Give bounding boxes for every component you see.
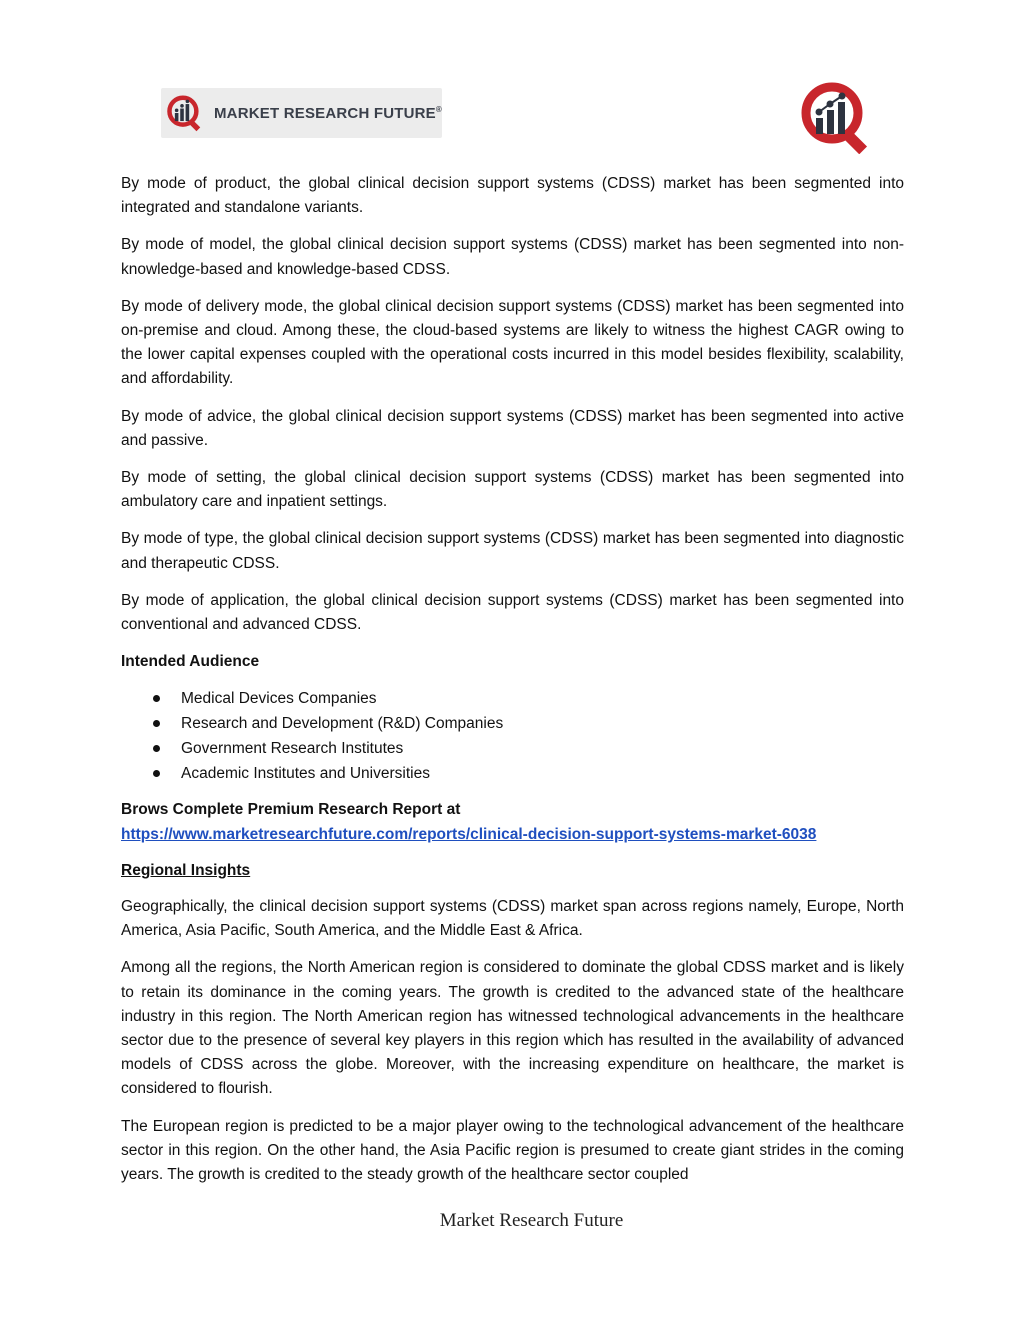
regional-heading: Regional Insights bbox=[121, 861, 251, 879]
list-item: Research and Development (R&D) Companies bbox=[121, 711, 904, 736]
logo-wordmark: MARKET RESEARCH FUTURE® bbox=[213, 104, 442, 122]
list-item: Government Research Institutes bbox=[121, 736, 904, 761]
report-link-label: Brows Complete Premium Research Report at bbox=[121, 801, 461, 819]
list-item: Medical Devices Companies bbox=[121, 686, 904, 711]
company-logo bbox=[161, 88, 442, 138]
regional-paragraph: Geographically, the clinical decision support systems (CDSS) market span across regions namely, Europe, North America, Asia Pacific, South America, and the Middle East & Africa. bbox=[121, 898, 904, 940]
segment-paragraph-product: By mode of product, the global clinical decision support systems (CDSS) market has been segmented into integrated and standalone variants. bbox=[121, 175, 904, 217]
page-header bbox=[161, 88, 911, 158]
regional-paragraph: Among all the regions, the North American region is considered to dominate the global CDSS market and is likely to retain its dominance in the coming years. The growth is credited to the advanced state of the healthcare industry in this region. The North American region has witnessed technological advancements in the healthcare sector due to the presence of several key players in this region which has resulted in the availability of advanced models of CDSS across the globe. Moreover, with the increasing expenditure on healthcare, the market is considered to flourish. bbox=[121, 959, 904, 1098]
segment-paragraph-type: By mode of type, the global clinical decision support systems (CDSS) market has been segmented into diagnostic and therapeutic CDSS. bbox=[121, 530, 904, 572]
report-link[interactable]: https://www.marketresearchfuture.com/reports/clinical-decision-support-systems-market-6038 bbox=[121, 825, 817, 843]
segment-paragraph-delivery: By mode of delivery mode, the global clinical decision support systems (CDSS) market has been segmented into on-premise and cloud. Among these, the cloud-based systems are likely to witness the highest CAGR owing to the lower capital expenses coupled with the operational costs incurred in this model besides flexibility, scalability, and affordability. bbox=[121, 297, 904, 388]
segment-paragraph-advice: By mode of advice, the global clinical decision support systems (CDSS) market has been segmented into active and passive. bbox=[121, 407, 904, 449]
segment-paragraph-model: By mode of model, the global clinical decision support systems (CDSS) market has been segmented into non-knowledge-based and knowledge-based CDSS. bbox=[121, 236, 904, 278]
list-item: Academic Institutes and Universities bbox=[121, 761, 904, 786]
page-footer: Market Research Future bbox=[439, 1210, 624, 1231]
report-link-block bbox=[121, 798, 904, 846]
audience-list bbox=[121, 686, 904, 786]
audience-heading: Intended Audience bbox=[121, 653, 260, 671]
magnifier-chart-logo-icon bbox=[165, 89, 208, 137]
regional-paragraph: The European region is predicted to be a major player owing to the technological advancement of the healthcare sector in this region. On the other hand, the Asia Pacific region is presumed to create giant strides in the coming years. The growth is credited to the steady growth of the healthcare sector coupled bbox=[121, 1117, 904, 1184]
document-body bbox=[121, 172, 904, 1200]
segment-paragraph-setting: By mode of setting, the global clinical decision support systems (CDSS) market has been segmented into ambulatory care and inpatient settings. bbox=[121, 469, 904, 511]
magnifier-chart-icon bbox=[794, 80, 880, 154]
segment-paragraph-application: By mode of application, the global clinical decision support systems (CDSS) market has been segmented into conventional and advanced CDSS. bbox=[121, 591, 904, 634]
